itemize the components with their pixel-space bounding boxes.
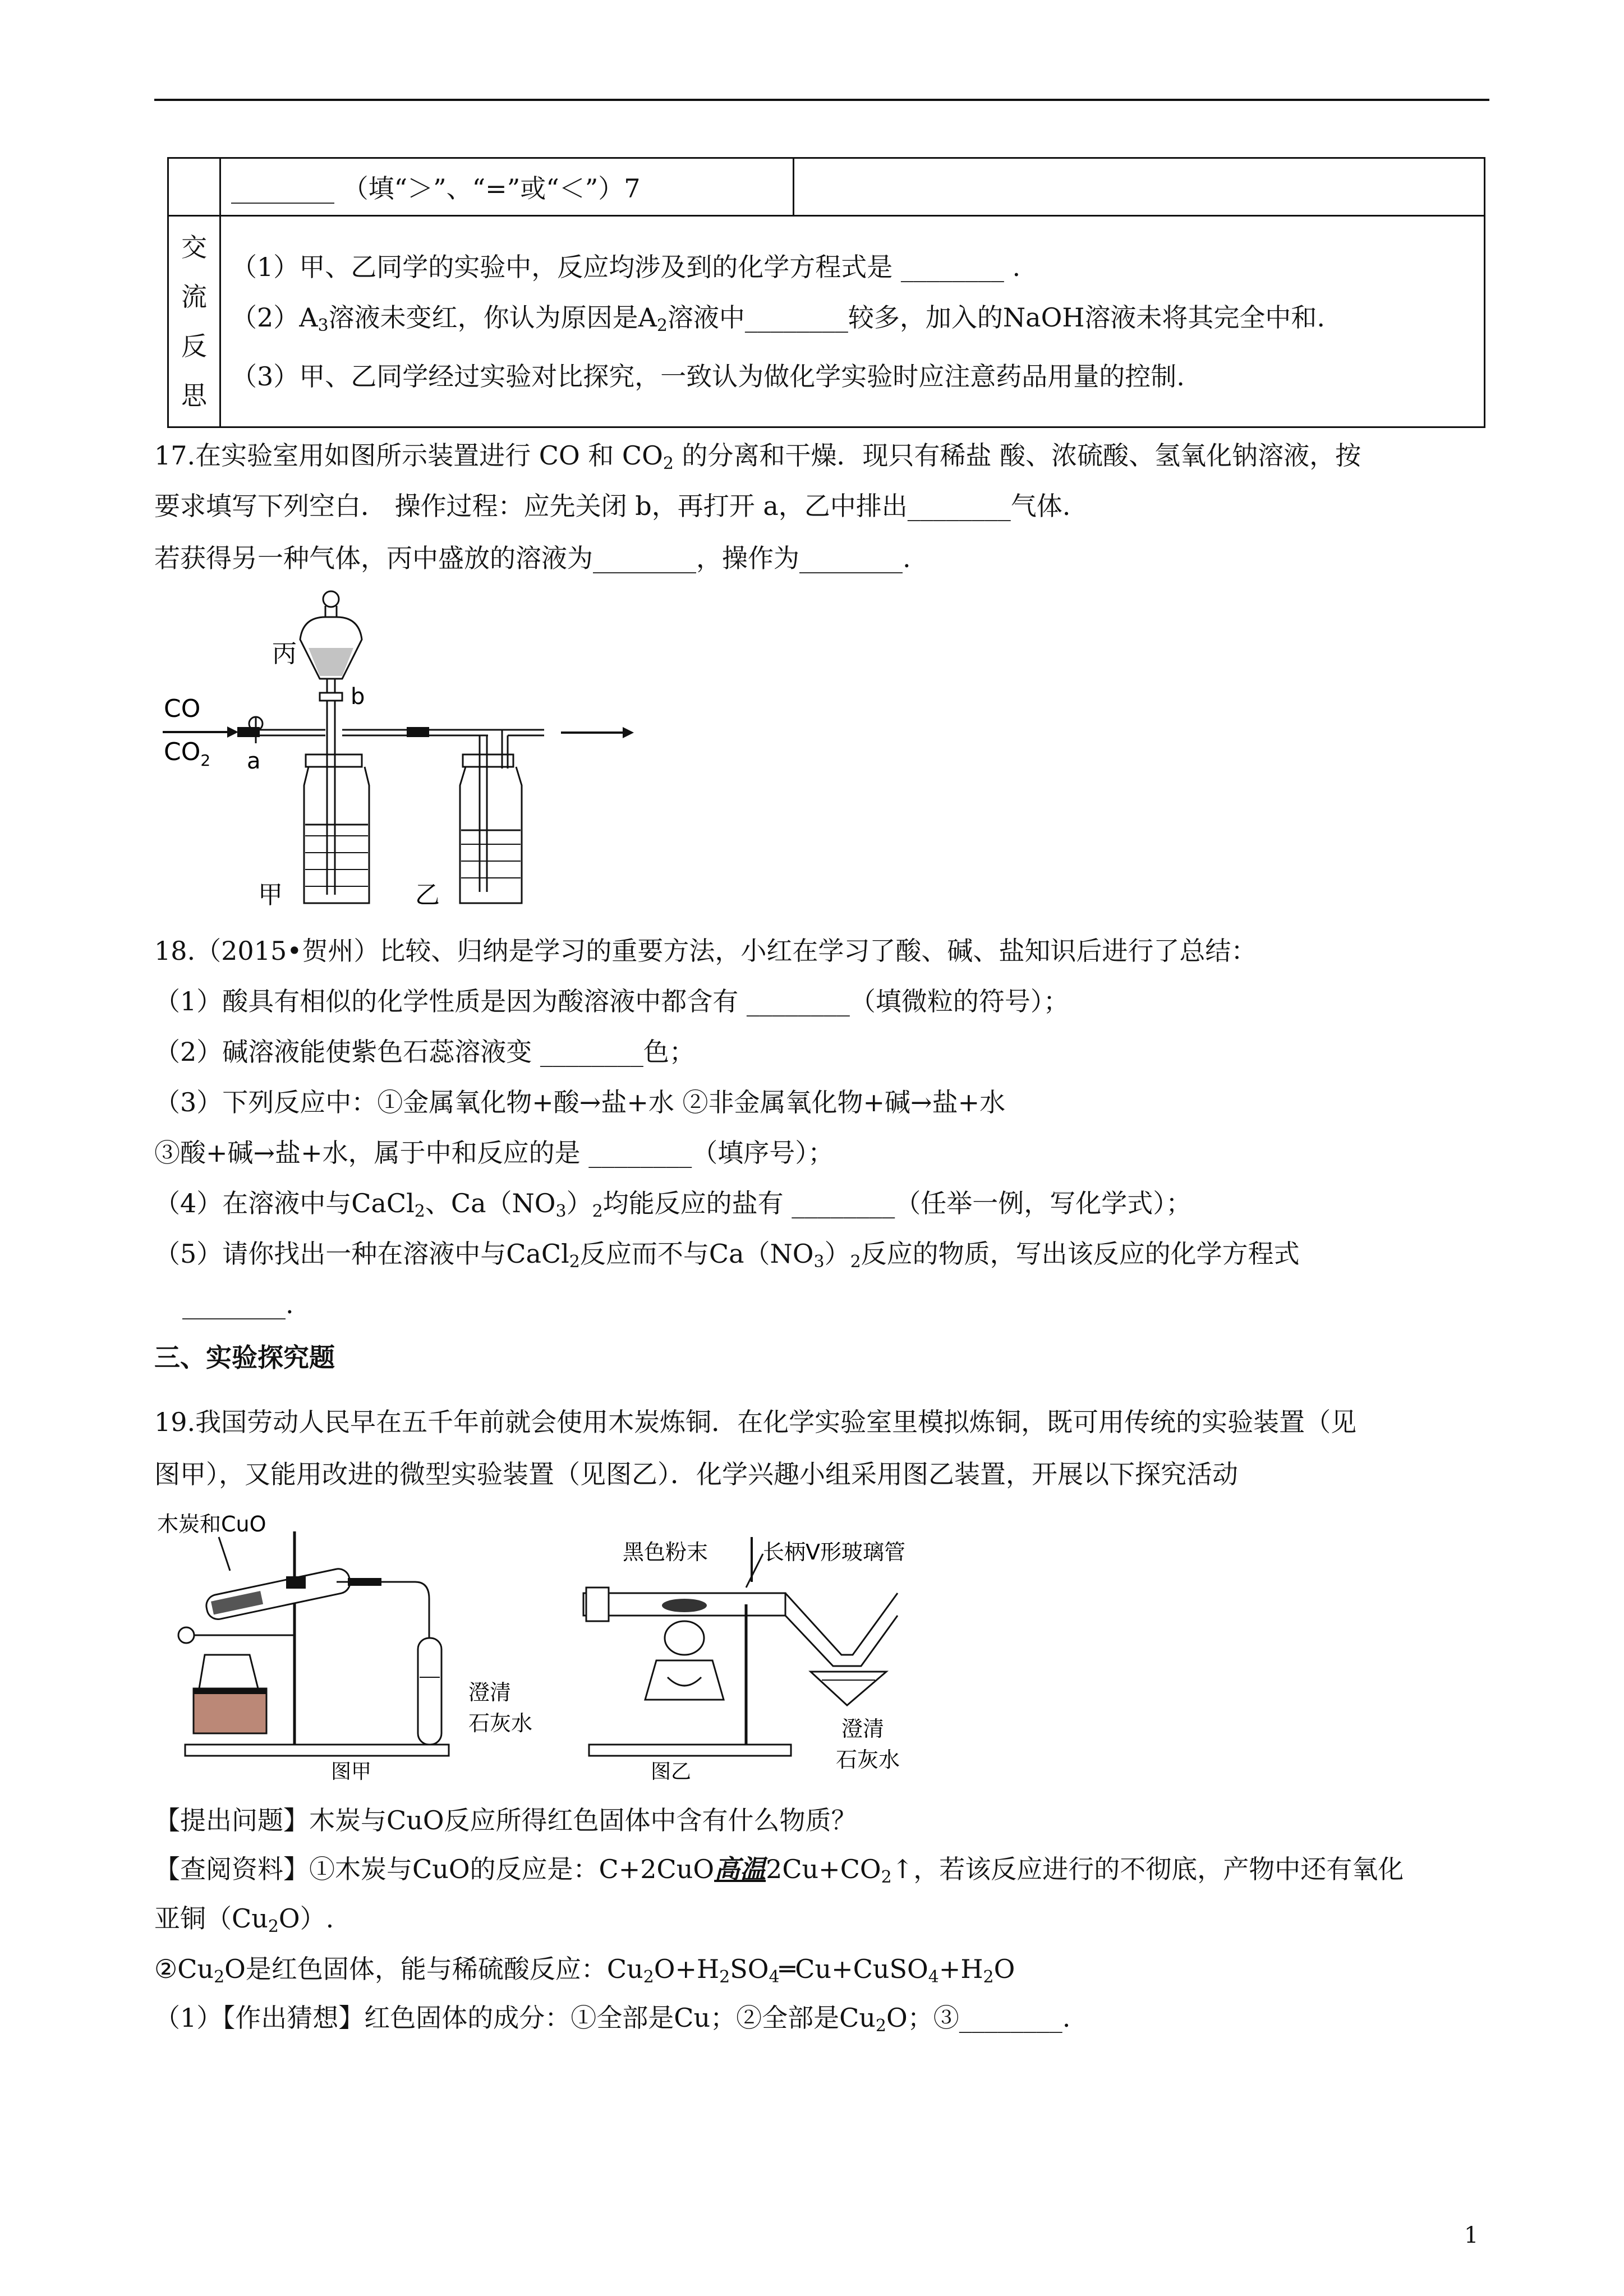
q18-line2: （2）碱溶液能使紫色石蕊溶液变 ________色； bbox=[154, 1037, 695, 1067]
svg-text:图甲: 图甲 bbox=[331, 1760, 372, 1783]
table-cell-empty bbox=[794, 158, 1485, 216]
svg-text:长柄V形玻璃管: 长柄V形玻璃管 bbox=[763, 1540, 905, 1565]
q19-apparatus-figure bbox=[151, 1509, 948, 1789]
svg-text:CO2: $CO_2$ bbox=[164, 738, 211, 770]
svg-text:CO: CO bbox=[164, 694, 201, 723]
q17-line1: 17.在实验室用如图所示装置进行 CO 和 $CO_2$ 的分离和干燥．现只有稀盐 酸、浓硫酸、氢氧化钠溶液，按 bbox=[154, 440, 1361, 473]
svg-text:木炭和CuO: 木炭和CuO bbox=[157, 1512, 266, 1536]
exp-table bbox=[167, 157, 1485, 428]
q19-line1: 19.我国劳动人民早在五千年前就会使用木炭炼铜．在化学实验室里模拟炼铜，既可用传统的实验装置（见 bbox=[154, 1407, 1357, 1437]
page-number: 1 bbox=[1464, 2223, 1479, 2248]
q17-line3: 若获得另一种气体，丙中盛放的溶液为________，操作为________. bbox=[154, 543, 911, 573]
reflection-3: （3）甲、乙同学经过实验对比探究，一致认为做化学实验时应注意药品用量的控制. bbox=[231, 361, 1185, 392]
svg-text:b: b bbox=[351, 684, 365, 710]
svg-text:澄清: 澄清 bbox=[468, 1680, 512, 1705]
svg-text:澄清: 澄清 bbox=[841, 1717, 885, 1741]
q19-ask: 【提出问题】木炭与CuO反应所得红色固体中含有什么物质？ bbox=[154, 1805, 857, 1835]
svg-text:石灰水: 石灰水 bbox=[468, 1711, 533, 1736]
q18-line3: （3）下列反应中：①金属氧化物+酸→盐+水 ②非金属氧化物+碱→盐+水 bbox=[154, 1087, 1006, 1117]
svg-text:石灰水: 石灰水 bbox=[836, 1747, 900, 1772]
q18-line0: 18.（2015•贺州）比较、归纳是学习的重要方法，小红在学习了酸、碱、盐知识后进行了总结： bbox=[154, 936, 1257, 966]
header-rule bbox=[154, 99, 1489, 101]
high-temp-condition: 高温 bbox=[714, 1854, 766, 1884]
q17-apparatus-figure bbox=[157, 589, 640, 909]
reflection-1: （1）甲、乙同学的实验中，反应均涉及到的化学方程式是 ________ . bbox=[231, 251, 1021, 282]
svg-text:a: a bbox=[247, 748, 261, 774]
svg-text:乙: 乙 bbox=[415, 881, 440, 909]
reflection-2: $(2)A_3$溶液未变红，你认为原因是$A_2$溶液中________较多，加入的NaOH溶液未将其完全中和. bbox=[231, 302, 1326, 335]
q19-guess: （1）【作出猜想】红色固体的成分：①全部是Cu；②全部是$Cu_2O$；③________. bbox=[154, 2003, 1071, 2036]
svg-text:黑色粉末: 黑色粉末 bbox=[623, 1540, 709, 1565]
q18-line5: （4）在溶液中与CaCl$_2$、$Ca(NO_3)_2$均能反应的盐有 ________（任举一例，写化学式）； bbox=[154, 1188, 1192, 1221]
q18-line1: （1）酸具有相似的化学性质是因为酸溶液中都含有 ________（填微粒的符号）； bbox=[154, 986, 1069, 1016]
q18-line6: （5）请你找出一种在溶液中与CaCl$_2$反应而不与$Ca(NO_3)_2$反应的物质，写出该反应的化学方程式 bbox=[154, 1239, 1300, 1272]
q17-line2: 要求填写下列空白． 操作过程：应先关闭 b，再打开 a，乙中排出________气体. bbox=[154, 491, 1071, 521]
q19-line2: 图甲），又能用改进的微型实验装置（见图乙）．化学兴趣小组采用图乙装置，开展以下探究活动 bbox=[154, 1459, 1238, 1489]
q19-ref: 【查阅资料】①木炭与CuO的反应是：C+2CuO高温$2Cu+CO_2↑$，若该反应进行的不彻底，产物中还有氧化 bbox=[154, 1854, 1404, 1887]
table-empty-cell bbox=[168, 158, 220, 216]
q18-line4: ③酸+碱→盐+水，属于中和反应的是 ________（填序号）； bbox=[154, 1138, 834, 1168]
svg-text:图乙: 图乙 bbox=[651, 1760, 692, 1783]
q18-line7: ________. bbox=[182, 1289, 294, 1319]
table-side-label: 交 流 反 思 bbox=[168, 216, 220, 427]
svg-text:丙: 丙 bbox=[272, 639, 297, 668]
table-cell-blank: ________ （填“＞”、“=”或“＜”）7 bbox=[220, 158, 794, 216]
reflection-cell bbox=[220, 216, 1485, 427]
section-title: 三、实验探究题 bbox=[154, 1342, 335, 1373]
q19-ref2: 亚铜$(Cu_2O)$. bbox=[154, 1903, 334, 1936]
svg-text:甲: 甲 bbox=[258, 881, 283, 909]
q19-cu2o: $②Cu_2O$是红色固体，能与稀硫酸反应：$Cu_2O+H_2SO_4═Cu+CuSO_4+H_2O$ bbox=[154, 1954, 1015, 1987]
